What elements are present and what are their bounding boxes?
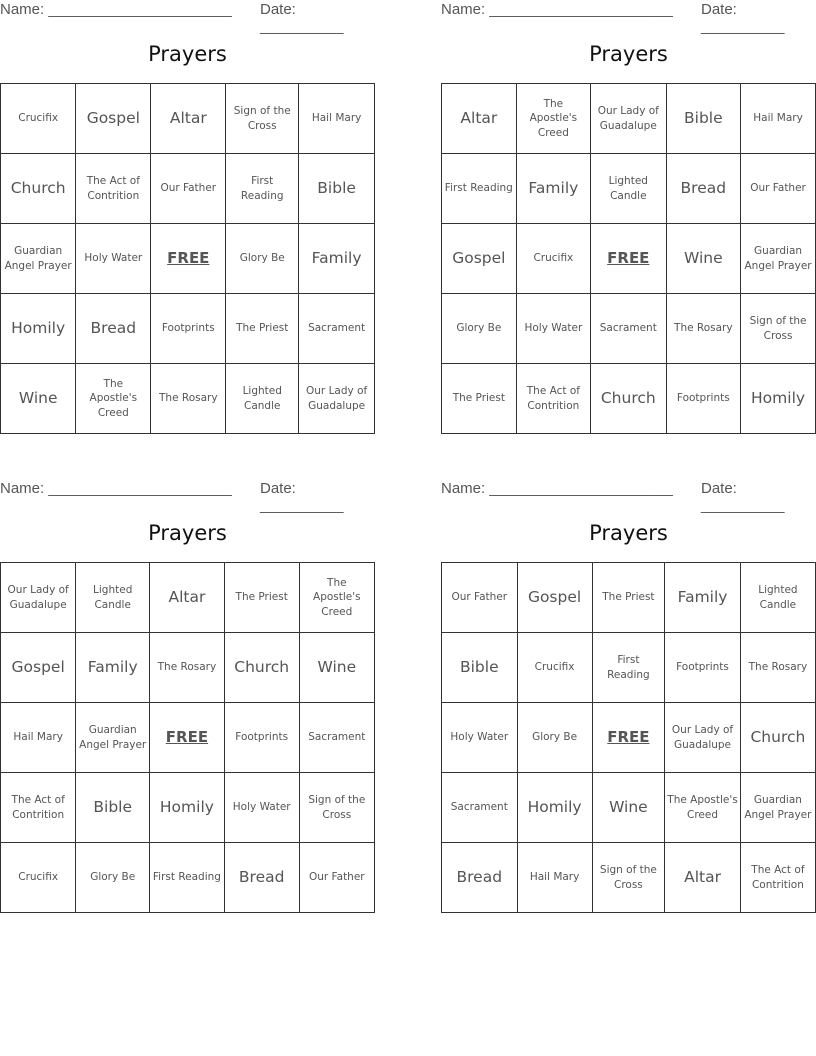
- free-space: FREE: [151, 224, 226, 294]
- grid-row: [1, 84, 375, 154]
- bingo-cell: Our Father: [151, 154, 226, 224]
- bingo-cell: Homily: [741, 364, 816, 434]
- bingo-cell: The Apostle's Creed: [299, 563, 374, 633]
- bingo-cell: Footprints: [224, 703, 299, 773]
- bingo-cell: Lighted Candle: [740, 563, 815, 633]
- bingo-cell: Lighted Candle: [226, 364, 299, 434]
- bingo-cell: Gospel: [76, 84, 151, 154]
- bingo-cell: Family: [665, 563, 741, 633]
- bingo-cell: First Reading: [592, 633, 665, 703]
- name-field-label: Name: ______________________: [441, 480, 673, 497]
- card-header: [0, 479, 375, 514]
- bingo-cell: Glory Be: [76, 843, 150, 913]
- bingo-cell: Sign of the Cross: [226, 84, 299, 154]
- card-title: Prayers: [589, 521, 668, 545]
- bingo-cell: Church: [740, 703, 815, 773]
- bingo-cell: Sign of the Cross: [741, 294, 816, 364]
- bingo-cell: Sacrament: [299, 294, 375, 364]
- bingo-grid: [0, 83, 375, 434]
- bingo-cell: Guardian Angel Prayer: [1, 224, 76, 294]
- bingo-cell: Our Lady of Guadalupe: [299, 364, 375, 434]
- card-title: Prayers: [589, 42, 668, 66]
- bingo-cell: Hail Mary: [299, 84, 375, 154]
- bingo-cell: Holy Water: [442, 703, 518, 773]
- grid-row: [442, 563, 816, 633]
- bingo-cell: The Rosary: [151, 364, 226, 434]
- bingo-cell: Guardian Angel Prayer: [76, 703, 150, 773]
- bingo-cell: Altar: [442, 84, 517, 154]
- grid-row: [442, 633, 816, 703]
- date-field-label: Date: __________: [701, 1, 785, 35]
- bingo-cell: Glory Be: [226, 224, 299, 294]
- free-space: FREE: [592, 703, 665, 773]
- grid-row: [1, 563, 375, 633]
- bingo-cell: The Rosary: [666, 294, 741, 364]
- bingo-cell: The Act of Contrition: [516, 364, 590, 434]
- bingo-cell: Our Father: [442, 563, 518, 633]
- grid-row: [1, 154, 375, 224]
- bingo-cell: The Act of Contrition: [1, 773, 76, 843]
- grid-row: [442, 294, 816, 364]
- bingo-cell: Bible: [666, 84, 741, 154]
- grid-row: [1, 773, 375, 843]
- grid-row: [1, 843, 375, 913]
- bingo-cell: The Act of Contrition: [76, 154, 151, 224]
- grid-row: [442, 364, 816, 434]
- bingo-cell: The Rosary: [740, 633, 815, 703]
- bingo-cell: Homily: [1, 294, 76, 364]
- name-field-label: Name: ______________________: [441, 1, 673, 18]
- bingo-cell: Gospel: [517, 563, 592, 633]
- bingo-cell: Glory Be: [442, 294, 517, 364]
- bingo-cell: Bread: [442, 843, 518, 913]
- grid-row: [1, 703, 375, 773]
- bingo-grid: [0, 562, 375, 913]
- bingo-cell: Bread: [224, 843, 299, 913]
- bingo-cell: Homily: [517, 773, 592, 843]
- bingo-cell: Crucifix: [1, 84, 76, 154]
- bingo-cell: Glory Be: [517, 703, 592, 773]
- grid-row: [442, 154, 816, 224]
- bingo-cell: The Apostle's Creed: [665, 773, 741, 843]
- bingo-cell: Family: [76, 633, 150, 703]
- bingo-cell: Altar: [150, 563, 225, 633]
- bingo-cell: The Priest: [442, 364, 517, 434]
- grid-row: [1, 364, 375, 434]
- bingo-cell: Altar: [665, 843, 741, 913]
- card-header: [441, 479, 816, 514]
- grid-row: [442, 843, 816, 913]
- bingo-cell: Sign of the Cross: [592, 843, 665, 913]
- bingo-cell: Holy Water: [76, 224, 151, 294]
- bingo-cell: Sacrament: [591, 294, 666, 364]
- bingo-cell: Wine: [299, 633, 374, 703]
- grid-row: [442, 224, 816, 294]
- bingo-cell: Crucifix: [516, 224, 590, 294]
- bingo-cell: Our Father: [741, 154, 816, 224]
- bingo-cell: First Reading: [442, 154, 517, 224]
- bingo-cell: Bread: [76, 294, 151, 364]
- bingo-cell: The Priest: [226, 294, 299, 364]
- bingo-cell: Lighted Candle: [591, 154, 666, 224]
- bingo-cell: Church: [1, 154, 76, 224]
- card-header: [0, 0, 375, 35]
- bingo-cell: Guardian Angel Prayer: [741, 224, 816, 294]
- grid-row: [442, 703, 816, 773]
- bingo-grid: [441, 562, 816, 913]
- bingo-cell: Gospel: [442, 224, 517, 294]
- bingo-cell: Our Lady of Guadalupe: [591, 84, 666, 154]
- bingo-cell: Sacrament: [442, 773, 518, 843]
- bingo-cell: Hail Mary: [517, 843, 592, 913]
- bingo-cell: Crucifix: [1, 843, 76, 913]
- bingo-cell: The Priest: [224, 563, 299, 633]
- bingo-cell: Family: [516, 154, 590, 224]
- free-space: FREE: [591, 224, 666, 294]
- bingo-cell: First Reading: [150, 843, 225, 913]
- bingo-cell: The Priest: [592, 563, 665, 633]
- card-title: Prayers: [148, 521, 227, 545]
- bingo-cell: Footprints: [151, 294, 226, 364]
- bingo-cell: Church: [224, 633, 299, 703]
- grid-row: [1, 224, 375, 294]
- grid-row: [1, 294, 375, 364]
- bingo-cell: Our Lady of Guadalupe: [665, 703, 741, 773]
- date-field-label: Date: __________: [701, 480, 785, 514]
- bingo-cell: Homily: [150, 773, 225, 843]
- bingo-cell: First Reading: [226, 154, 299, 224]
- bingo-grid: [441, 83, 816, 434]
- bingo-cell: Bible: [76, 773, 150, 843]
- bingo-cell: Hail Mary: [741, 84, 816, 154]
- grid-row: [442, 84, 816, 154]
- bingo-cell: Wine: [666, 224, 741, 294]
- card-title: Prayers: [148, 42, 227, 66]
- bingo-cell: Our Lady of Guadalupe: [1, 563, 76, 633]
- card-header: [441, 0, 816, 35]
- bingo-cell: Footprints: [666, 364, 741, 434]
- bingo-cell: Our Father: [299, 843, 374, 913]
- date-field-label: Date: __________: [260, 1, 344, 35]
- bingo-cell: Hail Mary: [1, 703, 76, 773]
- bingo-cell: The Apostle's Creed: [76, 364, 151, 434]
- bingo-cell: Guardian Angel Prayer: [740, 773, 815, 843]
- bingo-cell: Lighted Candle: [76, 563, 150, 633]
- grid-row: [1, 633, 375, 703]
- bingo-cell: Bread: [666, 154, 741, 224]
- bingo-cell: Wine: [592, 773, 665, 843]
- bingo-cell: Sign of the Cross: [299, 773, 374, 843]
- bingo-cell: Bible: [442, 633, 518, 703]
- bingo-cell: Crucifix: [517, 633, 592, 703]
- bingo-cell: Holy Water: [224, 773, 299, 843]
- name-field-label: Name: ______________________: [0, 480, 232, 497]
- date-field-label: Date: __________: [260, 480, 344, 514]
- bingo-cell: Footprints: [665, 633, 741, 703]
- grid-row: [442, 773, 816, 843]
- bingo-cell: Gospel: [1, 633, 76, 703]
- bingo-cell: The Rosary: [150, 633, 225, 703]
- bingo-cell: The Act of Contrition: [740, 843, 815, 913]
- bingo-cell: The Apostle's Creed: [516, 84, 590, 154]
- bingo-cell: Holy Water: [516, 294, 590, 364]
- free-space: FREE: [150, 703, 225, 773]
- bingo-cell: Family: [299, 224, 375, 294]
- bingo-cell: Sacrament: [299, 703, 374, 773]
- bingo-cell: Wine: [1, 364, 76, 434]
- name-field-label: Name: ______________________: [0, 1, 232, 18]
- bingo-cell: Church: [591, 364, 666, 434]
- bingo-cell: Bible: [299, 154, 375, 224]
- bingo-cell: Altar: [151, 84, 226, 154]
